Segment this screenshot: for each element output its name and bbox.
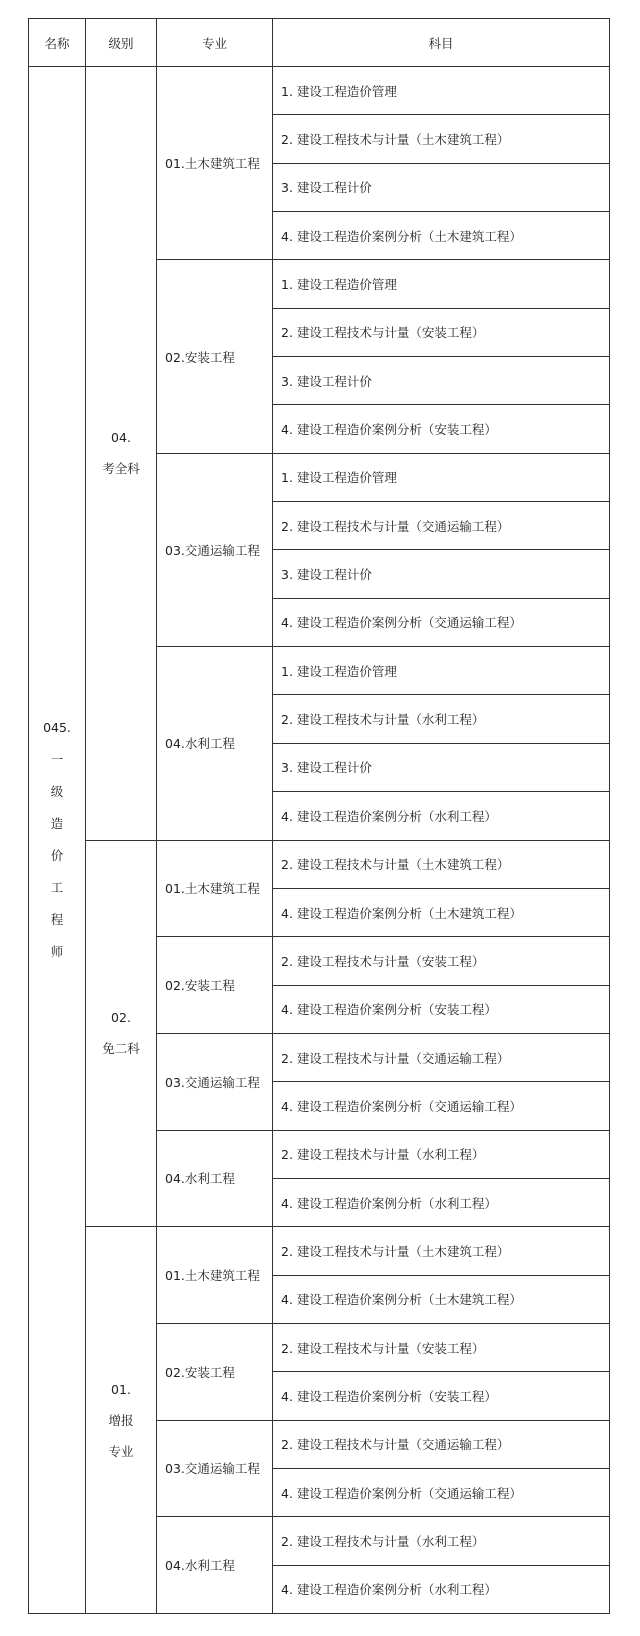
level-line: 02.	[111, 1010, 131, 1026]
subject-cell: 3. 建设工程计价	[273, 163, 610, 211]
name-line: 师	[50, 944, 64, 959]
subject-cell: 4. 建设工程造价案例分析（水利工程）	[273, 792, 610, 840]
subject-cell: 2. 建设工程技术与计量（土木建筑工程）	[273, 115, 610, 163]
subject-cell: 2. 建设工程技术与计量（水利工程）	[273, 1517, 610, 1565]
name-line: 045.	[43, 720, 71, 735]
level-line: 增报	[108, 1412, 134, 1428]
subject-cell: 4. 建设工程造价案例分析（交通运输工程）	[273, 1082, 610, 1130]
major-cell: 03.交通运输工程	[157, 453, 273, 646]
header-row	[29, 19, 610, 67]
subject-cell: 4. 建设工程造价案例分析（水利工程）	[273, 1178, 610, 1226]
level-line: 04.	[111, 430, 131, 446]
name-line: 造	[50, 816, 64, 831]
name-line: 级	[50, 784, 64, 799]
subject-cell: 2. 建设工程技术与计量（交通运输工程）	[273, 502, 610, 550]
table-row	[29, 840, 610, 888]
subject-cell: 3. 建设工程计价	[273, 743, 610, 791]
level-cell	[86, 67, 157, 841]
name-line: 程	[50, 912, 64, 927]
subject-cell: 1. 建设工程造价管理	[273, 260, 610, 308]
exam-subjects-table	[28, 18, 610, 1614]
subject-cell: 4. 建设工程造价案例分析（土木建筑工程）	[273, 1275, 610, 1323]
table-body	[29, 67, 610, 1614]
subject-cell: 1. 建设工程造价管理	[273, 453, 610, 501]
major-cell: 04.水利工程	[157, 1517, 273, 1614]
subject-cell: 2. 建设工程技术与计量（交通运输工程）	[273, 1420, 610, 1468]
subject-cell: 2. 建设工程技术与计量（安装工程）	[273, 937, 610, 985]
major-cell: 03.交通运输工程	[157, 1420, 273, 1517]
subject-cell: 2. 建设工程技术与计量（水利工程）	[273, 695, 610, 743]
subject-cell: 2. 建设工程技术与计量（安装工程）	[273, 1323, 610, 1371]
major-cell: 01.土木建筑工程	[157, 840, 273, 937]
subject-cell: 2. 建设工程技术与计量（土木建筑工程）	[273, 840, 610, 888]
header-name: 名称	[29, 19, 86, 67]
subject-cell: 4. 建设工程造价案例分析（安装工程）	[273, 1372, 610, 1420]
subject-cell: 4. 建设工程造价案例分析（水利工程）	[273, 1565, 610, 1613]
subject-cell: 4. 建设工程造价案例分析（土木建筑工程）	[273, 212, 610, 260]
subject-cell: 2. 建设工程技术与计量（交通运输工程）	[273, 1033, 610, 1081]
level-cell	[86, 1227, 157, 1614]
major-cell: 04.水利工程	[157, 647, 273, 840]
subject-cell: 2. 建设工程技术与计量（土木建筑工程）	[273, 1227, 610, 1275]
header-major: 专业	[157, 19, 273, 67]
subject-cell: 4. 建设工程造价案例分析（安装工程）	[273, 985, 610, 1033]
name-line: 一	[50, 752, 64, 767]
subject-cell: 4. 建设工程造价案例分析（交通运输工程）	[273, 1468, 610, 1516]
name-line: 工	[50, 880, 64, 895]
subject-cell: 3. 建设工程计价	[273, 357, 610, 405]
header-level: 级别	[86, 19, 157, 67]
major-cell: 02.安装工程	[157, 260, 273, 453]
level-line: 专业	[108, 1443, 134, 1459]
level-cell	[86, 840, 157, 1227]
major-cell: 02.安装工程	[157, 937, 273, 1034]
subject-cell: 1. 建设工程造价管理	[273, 67, 610, 115]
level-line: 01.	[111, 1381, 131, 1397]
major-cell: 03.交通运输工程	[157, 1033, 273, 1130]
subject-cell: 4. 建设工程造价案例分析（土木建筑工程）	[273, 888, 610, 936]
subject-cell: 3. 建设工程计价	[273, 550, 610, 598]
subject-cell: 1. 建设工程造价管理	[273, 647, 610, 695]
name-cell	[29, 67, 86, 1614]
major-cell: 01.土木建筑工程	[157, 1227, 273, 1324]
subject-cell: 2. 建设工程技术与计量（安装工程）	[273, 308, 610, 356]
major-cell: 02.安装工程	[157, 1323, 273, 1420]
table-row	[29, 1227, 610, 1275]
subject-cell: 4. 建设工程造价案例分析（交通运输工程）	[273, 598, 610, 646]
major-cell: 01.土木建筑工程	[157, 67, 273, 260]
table-row	[29, 67, 610, 115]
level-line: 免二科	[102, 1041, 140, 1057]
subject-cell: 2. 建设工程技术与计量（水利工程）	[273, 1130, 610, 1178]
level-line: 考全科	[102, 461, 140, 477]
header-subject: 科目	[273, 19, 610, 67]
major-cell: 04.水利工程	[157, 1130, 273, 1227]
subject-cell: 4. 建设工程造价案例分析（安装工程）	[273, 405, 610, 453]
name-line: 价	[50, 848, 64, 863]
